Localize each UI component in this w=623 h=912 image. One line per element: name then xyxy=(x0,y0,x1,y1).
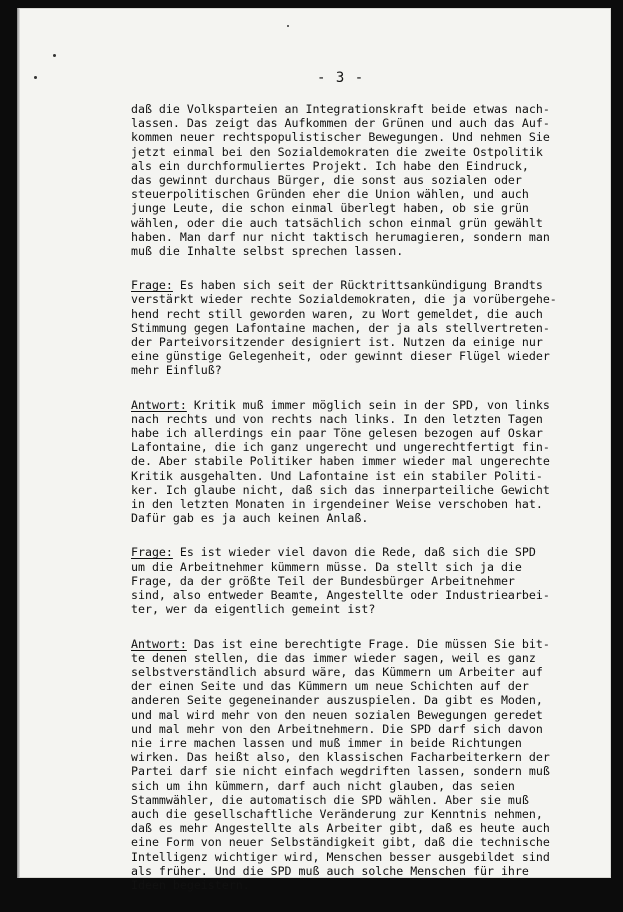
line-text: sind, also entweder Beamte, Angestellte oder Industriearbei- xyxy=(131,588,550,603)
text-line xyxy=(131,560,601,574)
page-number: - 3 - xyxy=(317,70,365,86)
line-text: Intelligenz wichtiger wird, Menschen besser ausgebildet sind xyxy=(131,849,550,864)
line-text: selbstverständlich absurd wäre, das Kümmern um Arbeiter auf xyxy=(131,664,543,679)
question-paragraph xyxy=(131,278,601,377)
text-line xyxy=(131,850,601,864)
text-line xyxy=(131,173,601,187)
speaker-label: Antwort: xyxy=(131,397,187,412)
body-text xyxy=(131,102,601,912)
line-text: hend recht still geworden waren, zu Wort gemeldet, die auch xyxy=(131,306,543,321)
line-text: kommen neuer rechtspopulistischer Bewegungen. Und nehmen Sie xyxy=(131,130,550,145)
scan-speck xyxy=(287,25,289,27)
line-text: verstärkt wieder rechte Sozialdemokraten, die ja vorübergehe- xyxy=(131,292,557,307)
document-page xyxy=(17,8,611,892)
line-text: daß es mehr Angestellte als Arbeiter gibt, daß es heute auch xyxy=(131,821,550,836)
line-text: Es ist wieder viel davon die Rede, daß sich die SPD xyxy=(172,545,536,560)
line-text: Lafontaine, die ich ganz ungerecht und ungerechtfertigt fin- xyxy=(131,440,550,455)
text-line xyxy=(131,230,601,244)
line-text: Kritik ausgehalten. Und Lafontaine ist ein stabiler Politi- xyxy=(131,468,543,483)
line-text: Stimmung gegen Lafontaine machen, der ja als stellvertreten- xyxy=(131,320,550,335)
line-text: steuerpolitischen Gründen eher die Union wählen, und auch xyxy=(131,187,529,202)
line-text: nie irre machen lassen und muß immer in beide Richtungen xyxy=(131,735,522,750)
text-line xyxy=(131,511,601,525)
line-text: habe ich allerdings ein paar Töne gelesen bezogen auf Oskar xyxy=(131,426,543,441)
text-line xyxy=(131,116,601,130)
line-text: eine Form von neuer Selbständigkeit gibt, daß die technische xyxy=(131,835,550,850)
text-line xyxy=(131,349,601,363)
text-line xyxy=(131,793,601,807)
line-text: nach rechts und von rechts nach links. In den letzten Tagen xyxy=(131,411,543,426)
text-line xyxy=(131,483,601,497)
text-line xyxy=(131,736,601,750)
line-text: in den letzten Monaten in irgendeiner Weise verschoben hat. xyxy=(131,497,543,512)
text-line xyxy=(131,864,601,878)
line-text: der einen Seite und das Kümmern um neue Schichten auf der xyxy=(131,679,529,694)
line-text: auch die gesellschaftliche Veränderung zur Kenntnis nehmen, xyxy=(131,806,543,821)
text-line xyxy=(131,159,601,173)
line-text: junge Leute, die schon einmal überlegt haben, ob sie grün xyxy=(131,201,529,216)
text-line xyxy=(131,602,601,616)
line-text: Das ist eine berechtigte Frage. Die müssen Sie bit- xyxy=(186,636,550,651)
text-line xyxy=(131,398,601,412)
line-text: um die Arbeitnehmer kümmern müsse. Da stellt sich ja die xyxy=(131,559,522,574)
line-text: Frage, da der größte Teil der Bundesbürger Arbeitnehmer xyxy=(131,573,515,588)
scan-speck xyxy=(34,76,37,79)
line-text: Ideen begeistern. xyxy=(131,877,250,892)
text-line xyxy=(131,412,601,426)
text-line xyxy=(131,637,601,651)
line-text: lassen. Das zeigt das Aufkommen der Grünen und auch das Auf- xyxy=(131,116,550,131)
line-text: Es haben sich seit der Rücktrittsankündigung Brandts xyxy=(172,278,543,293)
line-text: der Parteivorsitzender designiert ist. Nutzen da einige nur xyxy=(131,335,543,350)
line-text: das gewinnt durchaus Bürger, die sonst aus sozialen oder xyxy=(131,173,522,188)
line-text: und mal wird mehr von den neuen sozialen Bewegungen geredet xyxy=(131,707,543,722)
text-line xyxy=(131,244,601,258)
text-line xyxy=(131,651,601,665)
text-line xyxy=(131,679,601,693)
text-line xyxy=(131,588,601,602)
speaker-label: Frage: xyxy=(131,278,173,293)
answer-paragraph xyxy=(131,398,601,526)
line-text: Partei darf sie nicht einfach wegdriften lassen, sondern muß xyxy=(131,764,550,779)
line-text: wählen, oder die auch tatsächlich schon einmal grün gewählt xyxy=(131,215,543,230)
text-line xyxy=(131,216,601,230)
text-paragraph xyxy=(131,102,601,258)
line-text: als ein durchformuliertes Projekt. Ich habe den Eindruck, xyxy=(131,158,529,173)
text-line xyxy=(131,764,601,778)
line-text: sich um ihn kümmern, darf auch nicht glauben, das seien xyxy=(131,778,515,793)
text-line xyxy=(131,335,601,349)
text-line xyxy=(131,574,601,588)
line-text: haben. Man darf nur nicht taktisch herumagieren, sondern man xyxy=(131,229,550,244)
text-line xyxy=(131,278,601,292)
speaker-label: Frage: xyxy=(131,545,173,560)
answer-paragraph xyxy=(131,637,601,893)
line-text: mehr Einfluß? xyxy=(131,363,222,378)
text-line xyxy=(131,750,601,764)
line-text: eine günstige Gelegenheit, oder gewinnt dieser Flügel wieder xyxy=(131,349,550,364)
text-line xyxy=(131,292,601,306)
line-text: ter, wer da eigentlich gemeint ist? xyxy=(131,602,376,617)
text-line xyxy=(131,722,601,736)
line-text: anderen Seite gegeneinander auszuspielen. Da gibt es Moden, xyxy=(131,693,543,708)
line-text: ker. Ich glaube nicht, daß sich das innerparteiliche Gewicht xyxy=(131,482,550,497)
question-paragraph xyxy=(131,545,601,616)
text-line xyxy=(131,693,601,707)
text-line xyxy=(131,878,601,892)
scan-speck xyxy=(53,54,56,57)
text-line xyxy=(131,497,601,511)
text-line xyxy=(131,307,601,321)
text-line xyxy=(131,469,601,483)
line-text: wirken. Das heißt also, den klassischen Facharbeiterkern der xyxy=(131,750,550,765)
line-text: Kritik muß immer möglich sein in der SPD, von links xyxy=(186,397,550,412)
text-line xyxy=(131,426,601,440)
text-line xyxy=(131,708,601,722)
speaker-label: Antwort: xyxy=(131,636,187,651)
text-line xyxy=(131,807,601,821)
text-line xyxy=(131,187,601,201)
text-line xyxy=(131,130,601,144)
line-text: de. Aber stabile Politiker haben immer wieder mal ungerechte xyxy=(131,454,550,469)
line-text: als früher. Und die SPD muß auch solche Menschen für ihre xyxy=(131,863,529,878)
line-text: Dafür gab es ja auch keinen Anlaß. xyxy=(131,511,369,526)
text-line xyxy=(131,454,601,468)
text-line xyxy=(131,201,601,215)
line-text: te denen stellen, die das immer wieder sagen, weil es ganz xyxy=(131,650,536,665)
line-text: jetzt einmal bei den Sozialdemokraten die zweite Ostpolitik xyxy=(131,144,543,159)
scan-edge xyxy=(17,8,20,878)
line-text: Stammwähler, die automatisch die SPD wählen. Aber sie muß xyxy=(131,792,529,807)
text-line xyxy=(131,835,601,849)
line-text: daß die Volksparteien an Integrationskraft beide etwas nach- xyxy=(131,102,550,116)
text-line xyxy=(131,321,601,335)
text-line xyxy=(131,145,601,159)
text-line xyxy=(131,665,601,679)
line-text: muß die Inhalte selbst sprechen lassen. xyxy=(131,244,404,259)
text-line xyxy=(131,363,601,377)
text-line xyxy=(131,102,601,116)
text-line xyxy=(131,821,601,835)
line-text: und mal mehr von den Arbeitnehmern. Die SPD darf sich davon xyxy=(131,721,543,736)
text-line xyxy=(131,545,601,559)
text-line xyxy=(131,779,601,793)
text-line xyxy=(131,440,601,454)
